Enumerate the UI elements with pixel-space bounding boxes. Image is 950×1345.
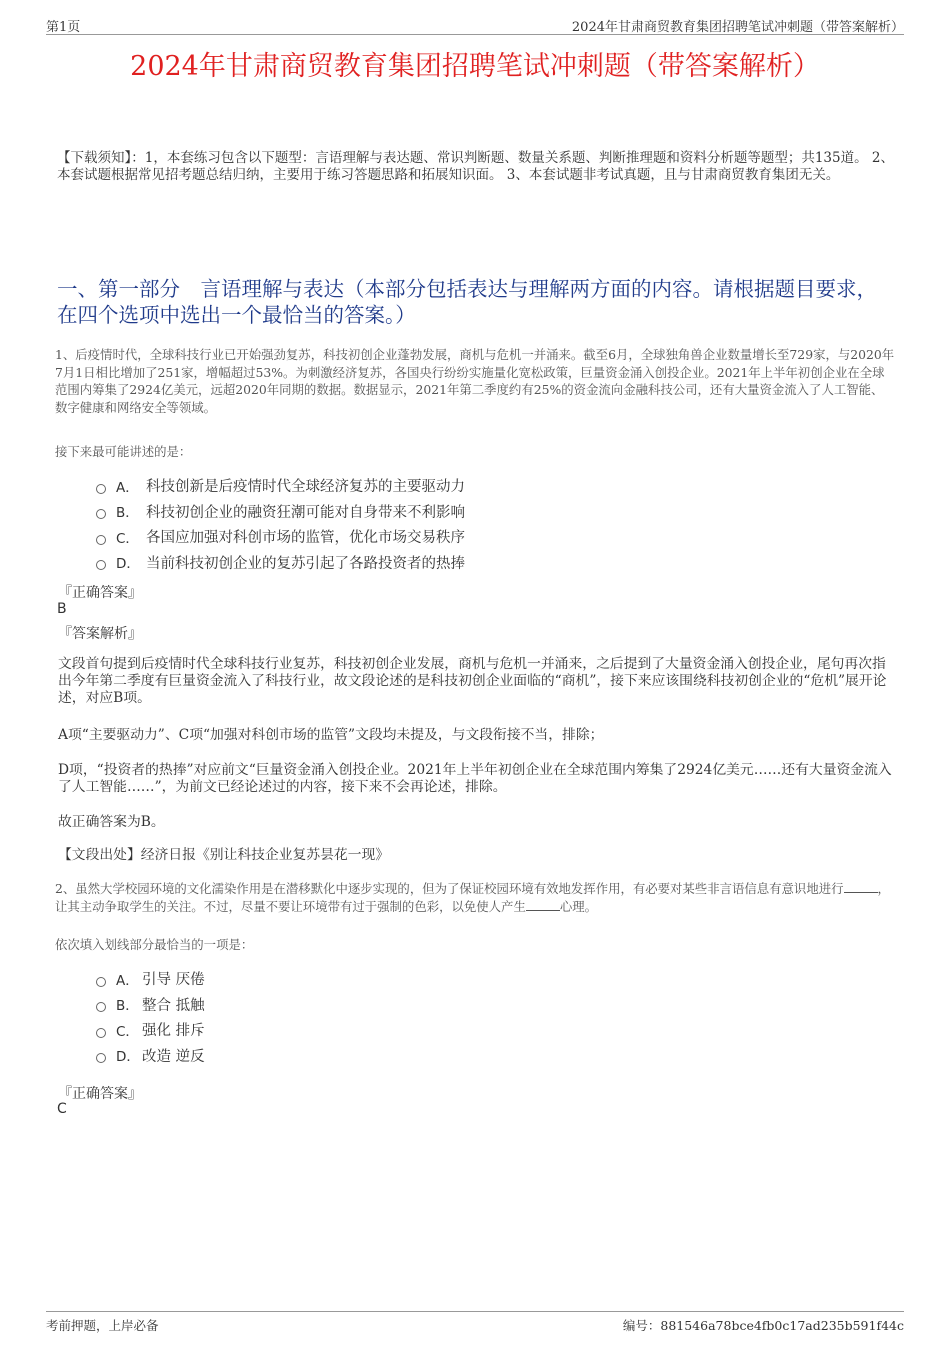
option-d[interactable]: D． 当前科技初创企业的复苏引起了各路投资者的热捧: [96, 550, 465, 576]
option-b[interactable]: B． 科技初创企业的融资狂潮可能对自身带来不利影响: [96, 499, 465, 525]
section-heading: 一、第一部分 言语理解与表达（本部分包括表达与理解两方面的内容。请根据题目要求，在四个选项中选出一个最恰当的答案。）: [57, 277, 877, 327]
radio-icon[interactable]: [96, 1002, 106, 1012]
question-2-options: [96, 966, 205, 1068]
page-number: 第1页: [46, 20, 81, 35]
option-c[interactable]: C． 各国应加强对科创市场的监管，优化市场交易秩序: [96, 524, 465, 550]
question-1-options: [96, 473, 465, 575]
answer-label: 『正确答案』: [58, 1086, 142, 1102]
question-2-text: 2、虽然大学校园环境的文化濡染作用是在潜移默化中逐步实现的，但为了保证校园环境有效地发挥作用，有必要对某些非言语信息有意识地进行 ，让其主动争取学生的关注。不过，尽量不要让环境带有过于强制的色彩，以免使人产生 心理。: [55, 881, 890, 914]
download-notice: 【下载须知】：1，本套练习包含以下题型：言语理解与表达题、常识判断题、数量关系题、判断推理题和资料分析题等题型；共135道。 2、本套试题根据常见招考题总结归纳，主要用于练习答题思路和拓展知识面。 3、本套试题非考试真题，且与甘肃商贸教育集团无关。: [57, 150, 894, 183]
document-title: 2024年甘肃商贸教育集团招聘笔试冲刺题（带答案解析）: [130, 51, 820, 82]
fill-blank: [526, 910, 560, 911]
analysis-conclusion: 故正确答案为B。: [58, 814, 165, 830]
footer-serial: 编号：881546a78bce4fb0c17ad235b591f44c: [622, 1318, 904, 1333]
radio-icon[interactable]: [96, 484, 106, 494]
option-a[interactable]: A． 科技创新是后疫情时代全球经济复苏的主要驱动力: [96, 473, 465, 499]
analysis-paragraph: A项“主要驱动力”、C项“加强对科创市场的监管”文段均未提及，与文段衔接不当，排除；: [58, 727, 604, 743]
footer-slogan: 考前押题，上岸必备: [46, 1318, 159, 1333]
radio-icon[interactable]: [96, 560, 106, 570]
answer-value: C: [57, 1101, 67, 1117]
page-header: [46, 14, 904, 35]
fill-blank: [844, 892, 878, 893]
option-b[interactable]: B． 整合 抵触: [96, 992, 205, 1018]
radio-icon[interactable]: [96, 1053, 106, 1063]
question-1-prompt: 接下来最可能讲述的是：: [55, 444, 192, 459]
answer-label: 『正确答案』: [58, 585, 142, 601]
page-footer: [46, 1311, 904, 1334]
question-2-prompt: 依次填入划线部分最恰当的一项是：: [55, 937, 254, 952]
option-c[interactable]: C． 强化 排斥: [96, 1017, 205, 1043]
analysis-paragraph: 文段首句提到后疫情时代全球科技行业复苏，科技初创企业发展，商机与危机一并涌来，之后提到了大量资金涌入创投企业，尾句再次指出今年第二季度有巨量资金流入了科技行业，故文段论述的是科技初创企业面临的“商机”，接下来应该围绕科技初创企业的“危机”展开论述，对应B项。: [58, 656, 887, 706]
analysis-label: 『答案解析』: [58, 626, 142, 642]
text-source: 【文段出处】经济日报《别让科技企业复苏昙花一现》: [58, 847, 390, 863]
radio-icon[interactable]: [96, 977, 106, 987]
radio-icon[interactable]: [96, 1028, 106, 1038]
analysis-paragraph: D项，“投资者的热捧”对应前文“巨量资金涌入创投企业。2021年上半年初创企业在全球范围内筹集了2924亿美元……还有大量资金流入了人工智能……”，为前文已经论述过的内容，接下来不会再论述，排除。: [58, 762, 892, 795]
radio-icon[interactable]: [96, 535, 106, 545]
option-d[interactable]: D． 改造 逆反: [96, 1043, 205, 1069]
answer-value: B: [57, 601, 67, 617]
option-a[interactable]: A． 引导 厌倦: [96, 966, 205, 992]
question-1-text: 1、后疫情时代，全球科技行业已开始强劲复苏，科技初创企业蓬勃发展，商机与危机一并涌来。截至6月，全球独角兽企业数量增长至729家，与2020年7月1日相比增加了251家，增幅超过53%。为刺激经济复苏，各国央行纷纷实施量化宽松政策，巨量资金涌入创投企业。2021年上半年初创企业在全球范围内筹集了2924亿美元，远超2020年同期的数据。数据显示，2021年第二季度约有25%的资金流向金融科技公司，还有大量资金流入了人工智能、数字健康和网络安全等领域。: [55, 347, 895, 415]
header-doc-title: 2024年甘肃商贸教育集团招聘笔试冲刺题（带答案解析）: [571, 20, 904, 35]
radio-icon[interactable]: [96, 509, 106, 519]
